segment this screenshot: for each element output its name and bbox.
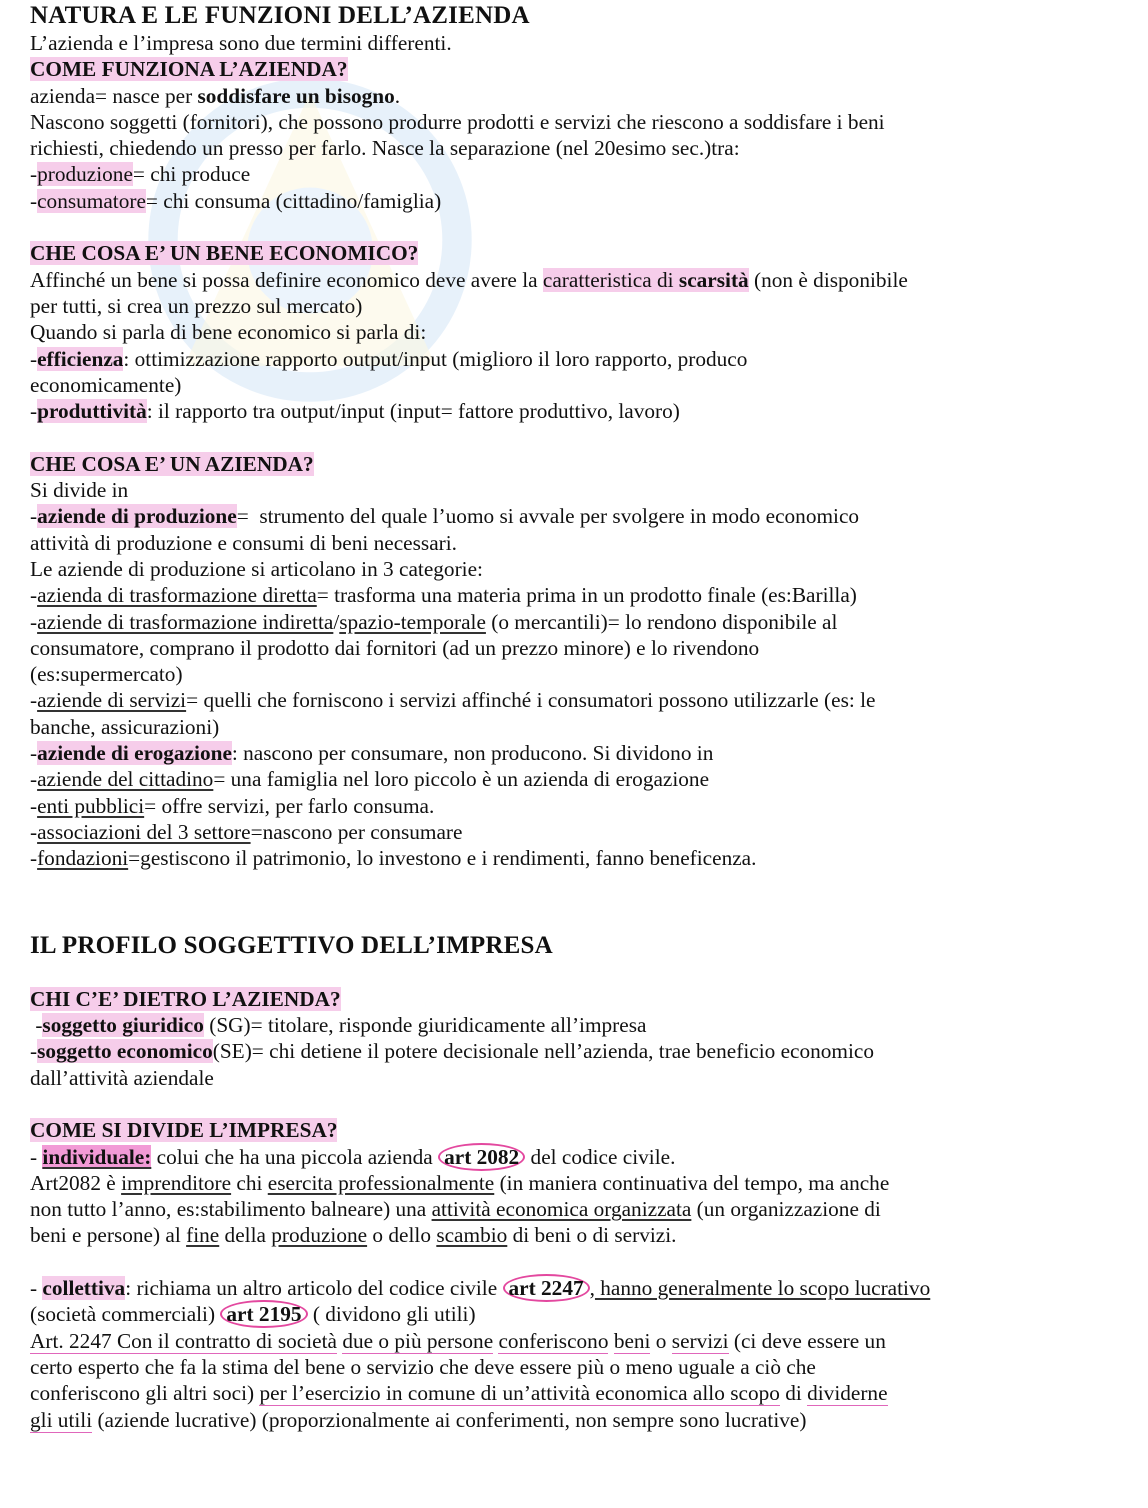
text-run: imprenditore (121, 1170, 232, 1195)
text-run: azienda= nasce per (30, 83, 198, 108)
circled-art-2247: art 2247 (503, 1274, 590, 1302)
list-item (30, 766, 1120, 792)
text-run: - (30, 609, 38, 634)
text-run: (un organizzazione di (691, 1197, 881, 1222)
paragraph-line (30, 1196, 1120, 1222)
text-run: - (30, 688, 38, 713)
paragraph-line (30, 1222, 1120, 1248)
text-run: = chi produce (132, 162, 251, 187)
text-run: - (30, 846, 38, 871)
paragraph-line (30, 267, 1120, 293)
question-heading-azienda: CHE COSA E’ UN AZIENDA? (30, 451, 314, 476)
text-run: della (219, 1223, 272, 1248)
list-item (30, 740, 1120, 766)
paragraph-line: Nascono soggetti (fornitori), che possono produrre prodotti e servizi che riescono a soddisfare i beni (30, 109, 885, 134)
text-run: produzione (271, 1223, 368, 1248)
list-item (30, 503, 1120, 529)
text-run: = chi consuma (cittadino/famiglia) (145, 188, 442, 213)
paragraph-line (30, 1328, 1120, 1354)
paragraph-line: banche, assicurazioni) (30, 714, 220, 739)
text-run: Affinché un bene si possa definire economico deve avere la (30, 267, 543, 292)
paragraph-line: attività di produzione e consumi di beni necessari. (30, 530, 457, 555)
list-item (30, 582, 1120, 608)
text-run: esercita professionalmente (267, 1170, 495, 1195)
highlight-aziende-produzione: aziende di produzione (37, 504, 237, 529)
text-run: di beni o di servizi. (507, 1223, 677, 1248)
list-item (30, 609, 1120, 635)
text-run: scarsità (678, 267, 749, 292)
text-run: fondazioni (37, 846, 129, 871)
list-item (30, 188, 1120, 214)
text-run: - (30, 346, 38, 371)
text-run: (SG)= titolare, risponde giuridicamente all’impresa (203, 1013, 647, 1038)
text-run: enti pubblici (37, 793, 145, 818)
text-run: = strumento del quale l’uomo si avvale per svolgere in modo economico (236, 504, 860, 529)
text-run: colui che ha una piccola azienda (151, 1144, 439, 1169)
list-item (30, 819, 1120, 845)
paragraph-line: Le aziende di produzione si articolano in 3 categorie: (30, 556, 483, 581)
text-run: caratteristica di (542, 267, 679, 292)
text-run: conferiscono gli altri soci) (30, 1381, 260, 1406)
section-title-natura: NATURA E LE FUNZIONI DELL’AZIENDA (30, 2, 530, 29)
text-run: : ottimizzazione rapporto output/input (miglioro il loro rapporto, produco (123, 346, 748, 371)
text-run: : richiama un altro articolo del codice civile (125, 1276, 503, 1301)
list-item (30, 1144, 1120, 1170)
text-run: azienda di trasformazione diretta (37, 583, 317, 608)
highlight-produzione: produzione (37, 162, 133, 187)
paragraph-line: per tutti, si crea un prezzo sul mercato) (30, 293, 363, 318)
highlight-aziende-erogazione: aziende di erogazione (37, 741, 232, 766)
highlight-soggetto-giuridico: soggetto giuridico (42, 1013, 204, 1038)
paragraph-line: richiesti, chiedendo un presso per farlo. Nasce la separazione (nel 20esimo sec.)tra: (30, 136, 740, 161)
paragraph-line: (es:supermercato) (30, 662, 183, 687)
text-run: associazioni del 3 settore (37, 819, 251, 844)
text-run: =nascono per consumare (250, 819, 463, 844)
section-title-profilo: IL PROFILO SOGGETTIVO DELL’IMPRESA (30, 931, 553, 959)
text-run: contratto di società (174, 1328, 337, 1353)
text-run: per l’esercizio in comune di (259, 1381, 503, 1406)
text-run: due o più persone (342, 1328, 494, 1353)
text-run: - (30, 793, 38, 818)
text-run: del codice civile. (525, 1144, 676, 1169)
text-run: - (30, 1144, 43, 1169)
text-run: dividerne (807, 1381, 888, 1406)
text-run: gli utili (30, 1407, 93, 1432)
text-run: - (30, 741, 38, 766)
list-item (30, 793, 1120, 819)
text-run: =gestiscono il patrimonio, lo investono e i rendimenti, fanno beneficenza. (128, 846, 757, 871)
text-run: (non è disponibile (748, 267, 908, 292)
text-run: - (30, 399, 38, 424)
text-run: . (394, 83, 401, 108)
text-run: beni e persone) al (30, 1223, 187, 1248)
highlight-consumatore: consumatore (37, 188, 146, 213)
paragraph-line (30, 83, 1120, 109)
paragraph-line: Si divide in (30, 478, 129, 503)
highlight-soggetto-economico: soggetto economico (37, 1039, 213, 1064)
question-heading-come-funziona: COME FUNZIONA L’AZIENDA? (30, 57, 348, 82)
text-run: spazio-temporale (339, 609, 486, 634)
highlight-efficienza: efficienza (37, 346, 124, 371)
text-run: - (30, 1276, 43, 1301)
document-page (30, 2, 1120, 1433)
text-run: ( dividono gli utili) (307, 1302, 476, 1327)
paragraph-line: consumatore, comprano il prodotto dai fornitori (ad un prezzo minore) e lo rivendono (30, 635, 760, 660)
text-run: scambio (436, 1223, 508, 1248)
text-run: (aziende lucrative) (proporzionalmente ai conferimenti, non sempre sono lucrative) (92, 1407, 807, 1432)
text-run: / (333, 609, 340, 634)
text-run: soddisfare un bisogno (197, 83, 395, 108)
text-run: aziende di trasformazione indiretta (37, 609, 334, 634)
circled-art-2195: art 2195 (220, 1300, 307, 1328)
text-run: Art2082 è (30, 1170, 122, 1195)
paragraph-line: certo esperto che fa la stima del bene o servizio che deve essere più o meno uguale a ciò che (30, 1354, 816, 1379)
text-run (608, 1329, 613, 1353)
list-item (30, 398, 1120, 424)
text-run: beni (613, 1328, 651, 1353)
text-run: Art. 2247 Con il (30, 1328, 175, 1353)
text-run: (società commerciali) (30, 1302, 221, 1327)
text-run: non tutto l’anno, es:stabilimento balneare) una (30, 1197, 432, 1222)
text-run: - (30, 1039, 38, 1064)
text-run: servizi (671, 1328, 729, 1353)
list-item (30, 1038, 1120, 1064)
list-item (30, 845, 1120, 871)
text-run: hanno generalmente lo scopo lucrativo (594, 1276, 931, 1301)
highlight-produttivita: produttività (37, 399, 147, 424)
text-run: fine (186, 1223, 220, 1248)
paragraph-line (30, 1170, 1120, 1196)
list-item (30, 1012, 1120, 1038)
list-item (30, 346, 1120, 372)
question-heading-come-divide: COME SI DIVIDE L’IMPRESA? (30, 1118, 338, 1143)
text-run: - (30, 1013, 43, 1038)
text-run: = trasforma una materia prima in un prodotto finale (es:Barilla) (316, 583, 857, 608)
text-run: = quelli che forniscono i servizi affinché i consumatori possono utilizzarle (es: le (186, 688, 876, 713)
text-run: conferiscono (498, 1328, 609, 1353)
text-run: (SE)= chi detiene il potere decisionale nell’azienda, trae beneficio economico (212, 1039, 875, 1064)
question-heading-chi-dietro: CHI C’E’ DIETRO L’AZIENDA? (30, 986, 341, 1011)
text-run: attività economica organizzata (431, 1197, 692, 1222)
question-heading-bene-economico: CHE COSA E’ UN BENE ECONOMICO? (30, 241, 419, 266)
text-run: un’attività economica allo (502, 1381, 731, 1406)
text-run: - (30, 767, 38, 792)
paragraph-line: Quando si parla di bene economico si parla di: (30, 320, 427, 345)
highlight-collettiva: collettiva (42, 1276, 126, 1301)
highlight-individuale: individuale: (42, 1144, 152, 1169)
paragraph-line (30, 1380, 1120, 1406)
text-run: o dello (367, 1223, 437, 1248)
text-run: di (779, 1381, 808, 1406)
text-run: chi (231, 1170, 268, 1195)
text-run: - (30, 819, 38, 844)
text-run: (ci deve essere un (728, 1328, 886, 1353)
text-run: (o mercantili)= lo rendono disponibile al (485, 609, 838, 634)
list-item (30, 161, 1120, 187)
text-run: aziende del cittadino (37, 767, 214, 792)
text-run: = offre servizi, per farlo consuma. (144, 793, 435, 818)
paragraph-line: economicamente) (30, 372, 182, 397)
paragraph-line (30, 1301, 1120, 1327)
text-run: - (30, 188, 38, 213)
paragraph-line: dall’attività aziendale (30, 1065, 214, 1090)
text-run: , (589, 1276, 595, 1301)
text-run: - (30, 162, 38, 187)
text-run: - (30, 504, 38, 529)
text-run: aziende di servizi (37, 688, 187, 713)
list-item (30, 1275, 1120, 1301)
intro-paragraph: L’azienda e l’impresa sono due termini differenti. (30, 31, 452, 55)
text-run: = una famiglia nel loro piccolo è un azienda di erogazione (213, 767, 710, 792)
text-run: : il rapporto tra output/input (input= fattore produttivo, lavoro) (146, 399, 680, 424)
paragraph-line (30, 1407, 1120, 1433)
text-run: - (30, 583, 38, 608)
text-run: (in maniera continuativa del tempo, ma anche (494, 1170, 890, 1195)
text-run: o (650, 1328, 672, 1353)
text-run: scopo (730, 1381, 780, 1406)
text-run: : nascono per consumare, non producono. Si dividono in (231, 741, 714, 766)
circled-art-2082: art 2082 (438, 1143, 525, 1171)
list-item (30, 687, 1120, 713)
highlight-scarsita (543, 268, 749, 292)
